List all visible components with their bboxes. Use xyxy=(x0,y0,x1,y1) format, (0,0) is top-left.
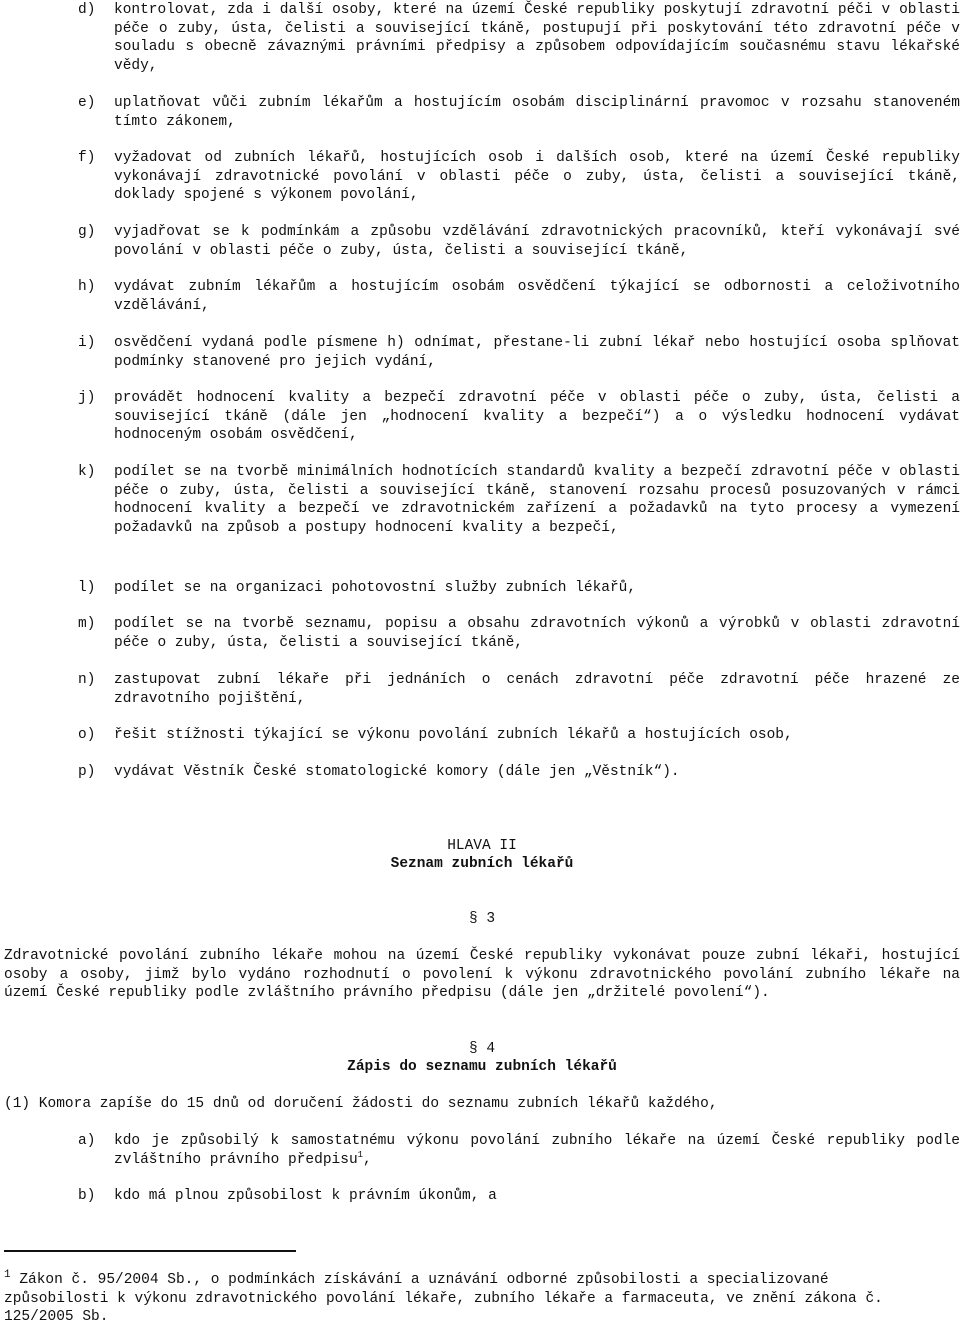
list-text xyxy=(114,1132,960,1169)
list-text: vydávat Věstník České stomatologické komory (dále jen „Věstník“). xyxy=(114,764,680,780)
list-letter: k) xyxy=(78,464,96,480)
list-letter: h) xyxy=(78,279,96,295)
footnote-text: Zákon č. 95/2004 Sb., o podmínkách získávání a uznávání odborné způsobilosti a specializované způsobilosti k výkonu zdravotnického povolání lékaře, zubního lékaře a farmaceuta, ve znění zákona č. 125/2005 Sb. xyxy=(4,1272,883,1325)
list-item-j xyxy=(78,389,960,445)
section-4-intro: (1) Komora zapíše do 15 dnů od doručení žádosti do seznamu zubních lékařů každého, xyxy=(4,1096,718,1112)
footnote-reference[interactable]: 1 xyxy=(357,1149,364,1160)
footnote-mark: 1 xyxy=(4,1269,11,1281)
list-text: provádět hodnocení kvality a bezpečí zdravotní péče v oblasti péče o zuby, ústa, čelisti a související tkáně (dále jen „hodnocení kvality a bezpečí“) a o výsledku hodnocení vydávat hodnoceným osobám osvědčení, xyxy=(114,390,960,443)
list-letter: f) xyxy=(78,150,96,166)
list-item-h xyxy=(78,278,960,315)
list-text: uplatňovat vůči zubním lékařům a hostujícím osobám disciplinární pravomoc v rozsahu stanoveném tímto zákonem, xyxy=(114,95,960,130)
list-letter: d) xyxy=(78,2,96,18)
list-text: podílet se na organizaci pohotovostní služby zubních lékařů, xyxy=(114,580,637,596)
list-text: vydávat zubním lékařům a hostujícím osobám osvědčení týkající se odbornosti a celoživotního vzdělávání, xyxy=(114,279,960,314)
chapter-title: Seznam zubních lékařů xyxy=(390,856,574,872)
list-text: podílet se na tvorbě seznamu, popisu a obsahu zdravotních výkonů a výrobků v oblasti zdravotní péče o zuby, ústa, čelisti a související tkáně, xyxy=(114,616,960,651)
list-item-k xyxy=(78,463,960,537)
list-text: zastupovat zubní lékaře při jednáních o cenách zdravotní péče zdravotní péče hrazené ze zdravotního pojištění, xyxy=(114,672,960,707)
list-text: vyjadřovat se k podmínkám a způsobu vzdělávání zdravotnických pracovníků, kteří vykonávají své povolání v oblasti péče o zuby, ústa, čelisti a související tkáně, xyxy=(114,224,960,259)
list-item-i xyxy=(78,334,960,371)
chapter-label: HLAVA II xyxy=(447,838,517,854)
list-item-d xyxy=(78,1,960,75)
list-text: podílet se na tvorbě minimálních hodnotících standardů kvality a bezpečí zdravotní péče v oblasti péče o zuby, ústa, čelisti a související tkáně, stanovení rozsahu procesů posuzovaných v rámci hodnocení kvality a bezpečí ve zdravotnickém zařízení a požadavků na tyto procesy a vymezení požadavků na způsob a postupy hodnocení kvality a bezpečí, xyxy=(114,464,960,536)
list-item-g xyxy=(78,223,960,260)
list-item-n xyxy=(78,671,960,708)
list-text: kontrolovat, zda i další osoby, které na území České republiky poskytují zdravotní péči v oblasti péče o zuby, ústa, čelisti a související tkáně, postupují při poskytování této zdravotní péče v souladu s obecně závaznými právními předpisy a způsobem odpovídajícím současnému stavu lékařské vědy, xyxy=(114,2,960,74)
list-text: osvědčení vydaná podle písmene h) odnímat, přestane-li zubní lékař nebo hostující osoba splňovat podmínky stanovené pro jejich vydání, xyxy=(114,335,960,370)
section-3-text: Zdravotnické povolání zubního lékaře mohou na území České republiky vykonávat pouze zubní lékaři, hostující osoby a osoby, jimž bylo vydáno rozhodnutí o povolení k výkonu zdravotnického povolání zubního lékaře na území České republiky podle zvláštního právního předpisu (dále jen „držitelé povolení“). xyxy=(4,948,960,1001)
list-letter: b) xyxy=(78,1188,96,1204)
section-4-item-b xyxy=(78,1187,960,1206)
list-letter: p) xyxy=(78,764,96,780)
list-text: řešit stížnosti týkající se výkonu povolání zubních lékařů a hostujících osob, xyxy=(114,727,793,743)
list-letter: i) xyxy=(78,335,96,351)
list-letter: g) xyxy=(78,224,96,240)
list-letter: l) xyxy=(78,580,96,596)
list-item-m xyxy=(78,615,960,652)
list-text: vyžadovat od zubních lékařů, hostujících osob i dalších osob, které na území České republiky vykonávají zdravotnické povolání v oblasti péče o zuby, ústa, čelisti a související tkáně, doklady spojené s výkonem povolání, xyxy=(114,150,960,203)
list-letter: m) xyxy=(78,616,96,632)
list-item-o xyxy=(78,726,960,745)
list-text-body: kdo je způsobilý k samostatnému výkonu povolání zubního lékaře na území České republiky podle zvláštního právního předpisu xyxy=(114,1133,960,1168)
section-4-title: Zápis do seznamu zubních lékařů xyxy=(347,1059,617,1075)
list-letter: e) xyxy=(78,95,96,111)
section-4-item-a xyxy=(78,1132,960,1169)
list-letter: n) xyxy=(78,672,96,688)
list-letter: a) xyxy=(78,1133,96,1149)
list-letter: j) xyxy=(78,390,96,406)
list-text-tail: , xyxy=(363,1151,372,1168)
list-letter: o) xyxy=(78,727,96,743)
footnote-divider xyxy=(4,1250,296,1252)
footnote xyxy=(4,1266,934,1327)
list-text: kdo má plnou způsobilost k právním úkonům, a xyxy=(114,1188,497,1204)
list-item-f xyxy=(78,149,960,205)
section-3-number: § 3 xyxy=(468,911,496,927)
list-item-l xyxy=(78,579,960,598)
section-4-number: § 4 xyxy=(468,1041,496,1057)
list-item-p xyxy=(78,763,960,782)
list-item-e xyxy=(78,94,960,131)
